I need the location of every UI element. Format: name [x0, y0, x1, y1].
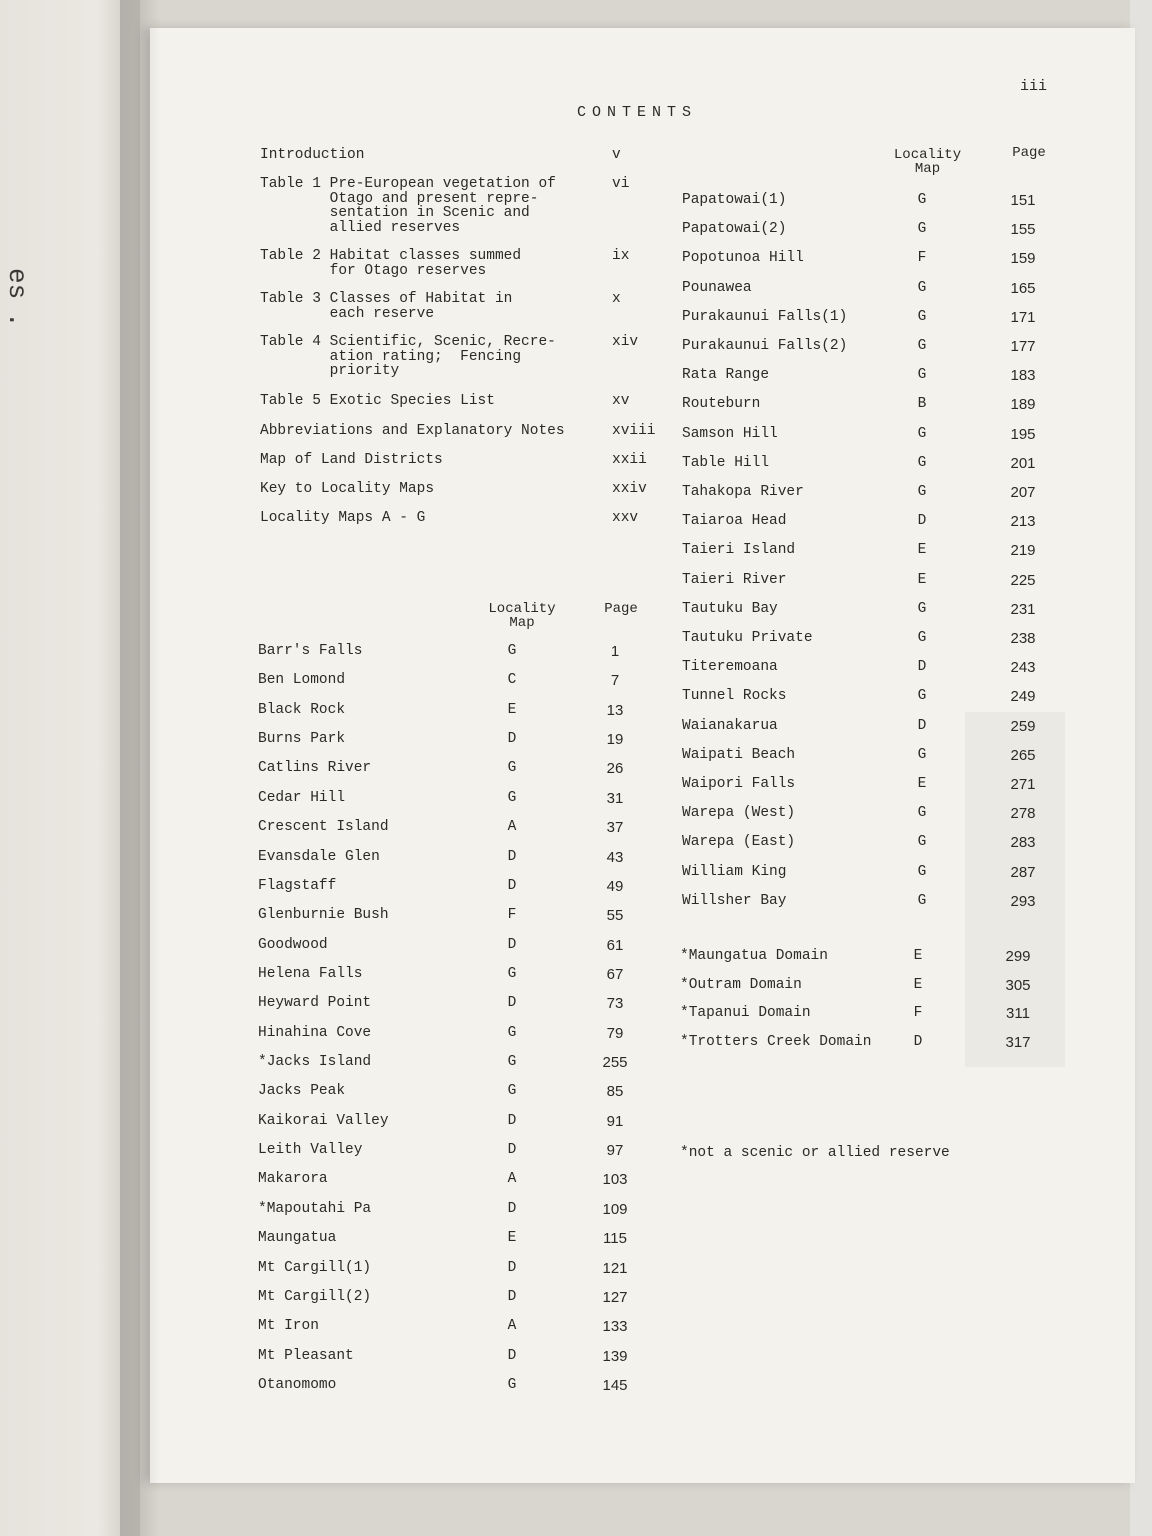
page-title: CONTENTS	[577, 104, 698, 121]
front-matter-page: v	[612, 147, 621, 163]
locality-map-letter: D	[917, 659, 927, 676]
reserve-name: Tunnel Rocks	[682, 688, 787, 705]
page-reference: 165	[1010, 279, 1036, 297]
reserve-name: Purakaunui Falls(1)	[682, 308, 848, 325]
list-item	[0, 948, 1031, 968]
page-reference: 238	[1010, 630, 1036, 647]
page-reference: 183	[1010, 367, 1036, 385]
page-reference: 73	[606, 995, 624, 1013]
locality-map-letter: G	[507, 965, 517, 982]
reserve-name: Otanomomo	[258, 1377, 337, 1393]
page-reference: 109	[602, 1200, 628, 1218]
reserve-name: *Jacks Island	[258, 1054, 372, 1071]
left-locality-map-header: Locality Map	[488, 601, 556, 631]
page-reference: 145	[602, 1377, 628, 1394]
page-reference: 195	[1010, 425, 1036, 443]
page-reference: 255	[602, 1054, 628, 1072]
right-page-header: Page	[1012, 145, 1046, 161]
page-number: iii	[1020, 78, 1048, 95]
page-reference: 171	[1010, 308, 1036, 326]
reserve-name: Rata Range	[682, 367, 770, 384]
list-item	[0, 192, 1036, 212]
list-item	[0, 1318, 628, 1338]
locality-map-letter: D	[913, 1034, 923, 1051]
locality-map-letter: D	[917, 513, 927, 530]
list-item	[0, 221, 1036, 241]
locality-map-letter: G	[917, 279, 927, 296]
list-item	[0, 1377, 628, 1397]
front-matter-label: Map of Land Districts	[260, 452, 443, 468]
page-reference: 287	[1010, 863, 1036, 881]
locality-map-letter: E	[917, 542, 927, 559]
reserve-name: Ben Lomond	[258, 672, 346, 689]
page-reference: 61	[606, 936, 624, 954]
locality-map-letter: D	[507, 1200, 517, 1217]
page-reference: 85	[606, 1083, 624, 1101]
page-reference: 19	[606, 731, 624, 749]
locality-map-letter: D	[507, 731, 517, 748]
list-item	[0, 308, 1036, 329]
page-reference: 207	[1010, 484, 1036, 501]
reserve-name: Barr's Falls	[258, 643, 363, 659]
reserve-name: Warepa (West)	[682, 805, 796, 822]
margin-fragment: es	[2, 268, 32, 300]
page-reference: 219	[1010, 542, 1036, 560]
list-item	[0, 746, 1036, 767]
reserve-name: Mt Pleasant	[258, 1347, 354, 1364]
list-item	[0, 1347, 628, 1368]
reserve-name: Cedar Hill	[258, 789, 346, 806]
page-reference: 283	[1010, 834, 1036, 852]
locality-map-letter: E	[913, 948, 923, 964]
reserve-name: *Outram Domain	[680, 976, 802, 993]
page-reference: 43	[606, 848, 624, 866]
reserve-name: Evansdale Glen	[258, 848, 380, 865]
page-reference: 231	[1010, 600, 1036, 618]
locality-map-letter: E	[507, 1230, 517, 1247]
list-item	[0, 542, 1036, 562]
front-matter-page: xviii	[612, 423, 656, 439]
list-item	[0, 717, 1036, 738]
left-page-header: Page	[604, 601, 638, 617]
locality-map-letter: G	[917, 308, 927, 325]
locality-map-letter: F	[507, 907, 517, 924]
front-matter-label: Locality Maps A - G	[260, 510, 426, 526]
front-matter-page: ix	[612, 248, 630, 264]
reserve-name: Black Rock	[258, 701, 346, 718]
page-reference: 13	[606, 701, 624, 719]
locality-map-letter: G	[917, 600, 927, 617]
page-reference: 278	[1010, 805, 1036, 823]
front-matter-label: Introduction	[260, 147, 365, 163]
page-reference: 103	[602, 1171, 628, 1189]
reserve-name: Tahakopa River	[682, 484, 804, 500]
page-reference: 151	[1010, 192, 1036, 209]
list-item	[0, 976, 1031, 997]
locality-map-letter: G	[507, 643, 517, 659]
reserve-name: Samson Hill	[682, 425, 778, 442]
page-reference: 7	[610, 672, 620, 690]
locality-map-letter: D	[507, 1347, 517, 1364]
reserve-name: Tautuku Bay	[682, 600, 778, 617]
page-reference: 271	[1010, 776, 1036, 793]
locality-map-letter: D	[507, 1259, 517, 1276]
reserve-name: Pounawea	[682, 279, 752, 296]
locality-map-letter: G	[507, 760, 517, 777]
locality-map-letter: A	[507, 1171, 517, 1188]
list-item	[0, 805, 1036, 825]
locality-map-letter: G	[917, 688, 927, 705]
front-matter-page: vi	[612, 176, 630, 192]
page-reference: 177	[1010, 338, 1036, 355]
locality-map-letter: E	[507, 701, 517, 718]
reserve-name: Burns Park	[258, 731, 346, 748]
locality-map-letter: G	[917, 221, 927, 238]
reserve-name: William King	[682, 863, 787, 880]
list-item	[0, 1083, 624, 1103]
reserve-name: Leith Valley	[258, 1142, 363, 1159]
page-reference: 49	[606, 877, 624, 895]
page-reference: 265	[1010, 746, 1036, 764]
reserve-name: Willsher Bay	[682, 892, 787, 909]
reserve-name: Waianakarua	[682, 717, 778, 734]
page-reference: 305	[1005, 976, 1031, 994]
locality-map-letter: A	[507, 1318, 517, 1335]
reserve-name: Waipori Falls	[682, 776, 796, 792]
page-reference: 317	[1005, 1034, 1031, 1052]
reserve-name: Table Hill	[682, 454, 770, 471]
locality-map-letter: G	[507, 1083, 517, 1100]
locality-map-letter: B	[917, 396, 927, 413]
page-reference: 201	[1010, 454, 1036, 472]
reserve-name: Titeremoana	[682, 659, 778, 676]
locality-map-letter: E	[917, 571, 927, 588]
reserve-name: *Trotters Creek Domain	[680, 1034, 872, 1051]
locality-map-letter: D	[507, 877, 517, 894]
list-item	[0, 1200, 628, 1221]
front-matter-page: xv	[612, 393, 630, 409]
list-item	[0, 688, 1036, 708]
front-matter-label: Key to Locality Maps	[260, 481, 435, 497]
locality-map-letter: G	[917, 425, 927, 442]
front-matter-page: xxiv	[612, 481, 647, 497]
page-reference: 139	[602, 1347, 628, 1365]
left-facing-page	[0, 0, 140, 1536]
front-matter-label: Table 4 Scientific, Scenic, Recre- ation rating; Fencing priority	[260, 334, 556, 379]
list-item	[0, 1259, 628, 1280]
list-item	[0, 659, 1036, 679]
front-matter-label: Abbreviations and Explanatory Notes	[260, 423, 565, 439]
page-reference: 225	[1010, 571, 1036, 589]
page-reference: 67	[606, 965, 624, 983]
page-reference: 1	[610, 643, 620, 660]
page-reference: 31	[606, 789, 624, 807]
reserve-name: Mt Cargill(2)	[258, 1288, 372, 1305]
page-reference: 127	[602, 1288, 628, 1306]
reserve-name: Mt Iron	[258, 1318, 319, 1335]
locality-map-letter: G	[507, 789, 517, 806]
page-reference: 159	[1010, 250, 1036, 268]
reserve-name: Routeburn	[682, 396, 761, 413]
page-reference: 133	[602, 1318, 628, 1336]
locality-map-letter: G	[917, 338, 927, 354]
reserve-name: Papatowai(2)	[682, 221, 787, 238]
locality-map-letter: G	[917, 834, 927, 851]
locality-map-letter: G	[917, 454, 927, 471]
reserve-name: Maungatua	[258, 1230, 337, 1247]
locality-map-letter: F	[917, 250, 927, 267]
locality-map-letter: D	[507, 1288, 517, 1305]
list-item	[0, 1230, 627, 1250]
list-item	[0, 1171, 628, 1191]
locality-map-letter: A	[507, 819, 517, 836]
reserve-name: Papatowai(1)	[682, 192, 787, 208]
list-item	[0, 1054, 628, 1074]
list-item	[0, 1288, 628, 1309]
reserve-name: Crescent Island	[258, 819, 389, 836]
list-item	[0, 367, 1036, 387]
locality-map-letter: D	[917, 717, 927, 734]
locality-map-letter: G	[917, 863, 927, 880]
locality-map-letter: G	[917, 484, 927, 500]
locality-map-letter: G	[917, 892, 927, 909]
front-matter-page: xiv	[612, 334, 639, 350]
front-matter-label: Table 3 Classes of Habitat in each reserve	[260, 291, 513, 322]
page-reference: 189	[1010, 396, 1036, 414]
locality-map-letter: G	[917, 805, 927, 822]
locality-map-letter: D	[507, 848, 517, 865]
list-item	[0, 863, 1036, 884]
margin-fragment: .	[2, 312, 32, 328]
page-reference: 213	[1010, 513, 1036, 531]
list-item	[0, 776, 1036, 796]
reserve-name: *Maungatua Domain	[680, 948, 828, 964]
reserve-name: Popotunoa Hill	[682, 250, 804, 267]
page-reference: 299	[1005, 948, 1031, 965]
reserve-name: Taieri River	[682, 571, 787, 588]
reserve-name: Waipati Beach	[682, 746, 796, 763]
reserve-name: *Mapoutahi Pa	[258, 1200, 372, 1217]
locality-map-letter: C	[507, 672, 517, 689]
reserve-name: Goodwood	[258, 936, 328, 953]
reserve-name: Taieri Island	[682, 542, 796, 559]
locality-map-letter: G	[917, 367, 927, 384]
page-reference: 97	[606, 1142, 624, 1160]
front-matter-page: xxii	[612, 452, 647, 468]
page-reference: 115	[603, 1230, 627, 1248]
locality-map-letter: G	[507, 1054, 517, 1071]
front-matter-page: x	[612, 291, 621, 307]
locality-map-letter: D	[507, 1112, 517, 1129]
page-reference: 249	[1010, 688, 1036, 706]
reserve-name: Glenburnie Bush	[258, 907, 389, 924]
page-reference: 259	[1010, 717, 1036, 735]
front-matter-page: xxv	[612, 510, 639, 526]
locality-map-letter: E	[913, 976, 923, 993]
locality-map-letter: G	[917, 192, 927, 208]
page-reference: 26	[606, 760, 624, 778]
reserve-name: Heyward Point	[258, 995, 372, 1012]
gutter-shadow	[120, 0, 160, 1536]
reserve-name: Purakaunui Falls(2)	[682, 338, 848, 354]
reserve-name: *Tapanui Domain	[680, 1005, 811, 1022]
page-reference: 121	[602, 1259, 628, 1277]
list-item	[0, 1034, 1031, 1054]
locality-map-letter: E	[917, 776, 927, 792]
front-matter-label: Table 5 Exotic Species List	[260, 393, 495, 409]
locality-map-letter: G	[507, 1024, 517, 1041]
reserve-name: Hinahina Cove	[258, 1024, 372, 1041]
page-reference: 293	[1010, 892, 1036, 910]
locality-map-letter: D	[507, 995, 517, 1012]
reserve-name: Mt Cargill(1)	[258, 1259, 372, 1276]
locality-map-letter: G	[507, 1377, 517, 1393]
locality-map-letter: G	[917, 630, 927, 646]
locality-map-letter: D	[507, 1142, 517, 1159]
page-reference: 311	[1006, 1005, 1030, 1023]
front-matter-label: Table 2 Habitat classes summed for Otago reserves	[260, 248, 522, 279]
page-reference: 55	[606, 907, 624, 925]
page-reference: 155	[1010, 221, 1036, 239]
page-reference: 79	[606, 1024, 624, 1042]
page-reference: 37	[606, 819, 624, 837]
reserve-name: Catlins River	[258, 760, 372, 777]
footnote: *not a scenic or allied reserve	[680, 1145, 950, 1161]
reserve-name: Makarora	[258, 1171, 328, 1188]
reserve-name: Helena Falls	[258, 965, 363, 982]
list-item	[0, 1112, 624, 1133]
page-reference: 243	[1010, 659, 1036, 677]
reserve-name: Warepa (East)	[682, 834, 796, 851]
locality-map-letter: G	[917, 746, 927, 763]
reserve-name: Taiaroa Head	[682, 513, 787, 530]
list-item	[0, 1005, 1030, 1025]
front-matter-label: Table 1 Pre-European vegetation of Otago and present repre- sentation in Scenic and allied reserves	[260, 176, 556, 236]
reserve-name: Flagstaff	[258, 877, 337, 894]
reserve-name: Jacks Peak	[258, 1083, 346, 1100]
reserve-name: Kaikorai Valley	[258, 1112, 389, 1129]
list-item	[0, 571, 1036, 592]
list-item	[0, 892, 1036, 913]
page-reference: 91	[606, 1112, 624, 1130]
list-item	[0, 630, 1036, 650]
locality-map-letter: F	[913, 1005, 923, 1022]
right-locality-map-header: Locality Map	[893, 147, 962, 177]
locality-map-letter: D	[507, 936, 517, 953]
list-item	[0, 1142, 624, 1162]
list-item	[0, 834, 1036, 854]
reserve-name: Tautuku Private	[682, 630, 813, 646]
